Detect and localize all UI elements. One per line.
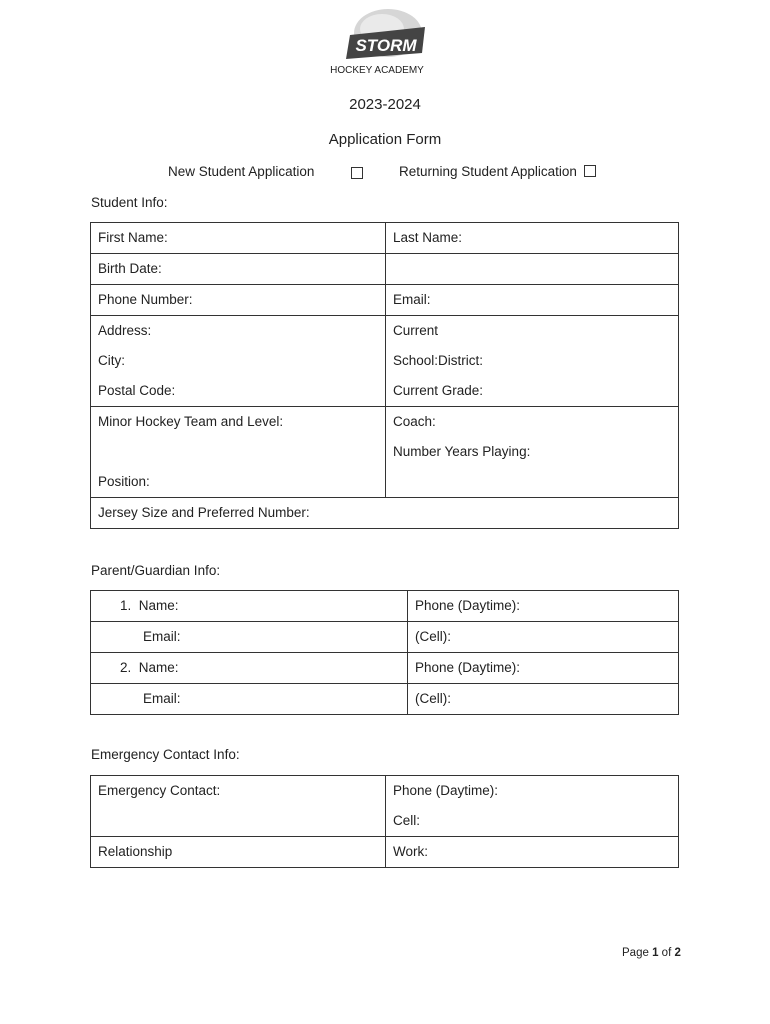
birth-date-blank-cell[interactable] — [386, 254, 679, 285]
last-name-field[interactable]: Last Name: — [386, 223, 679, 254]
storm-logo-icon — [330, 5, 440, 77]
parent-info-table — [90, 590, 679, 715]
new-student-label: New Student Application — [168, 164, 315, 179]
school-year: 2023-2024 — [349, 96, 421, 113]
returning-student-label: Returning Student Application — [399, 164, 577, 179]
years-playing-label: Number Years Playing: — [393, 444, 531, 459]
birth-date-field[interactable]: Birth Date: — [91, 254, 386, 285]
minor-hockey-cell[interactable] — [91, 407, 386, 498]
page-of: of — [661, 947, 672, 959]
parent-info-heading: Parent/Guardian Info: — [91, 563, 221, 578]
relationship-field[interactable]: Relationship — [91, 837, 386, 868]
student-info-table — [90, 222, 679, 529]
guardian1-name-field[interactable] — [91, 591, 408, 622]
address-label: Address: — [98, 323, 152, 338]
current-grade-label: Current Grade: — [393, 383, 484, 398]
guardian2-number: 2. — [120, 660, 132, 675]
guardian2-name-label: Name: — [138, 660, 179, 675]
guardian2-phone-field[interactable]: Phone (Daytime): — [408, 653, 679, 684]
jersey-field[interactable]: Jersey Size and Preferred Number: — [91, 498, 679, 529]
emergency-phone-label: Phone (Daytime): — [393, 783, 499, 798]
emergency-phone-cell[interactable] — [386, 776, 679, 837]
new-student-checkbox[interactable] — [351, 167, 363, 179]
page-total: 2 — [674, 947, 681, 959]
guardian2-email-field[interactable]: Email: — [91, 684, 408, 715]
emergency-info-heading: Emergency Contact Info: — [91, 747, 240, 762]
page-current: 1 — [652, 947, 659, 959]
work-field[interactable]: Work: — [386, 837, 679, 868]
guardian1-name-label: Name: — [138, 598, 179, 613]
current-label: Current — [393, 323, 439, 338]
guardian1-phone-field[interactable]: Phone (Daytime): — [408, 591, 679, 622]
student-info-heading: Student Info: — [91, 195, 168, 210]
school-cell[interactable] — [386, 316, 679, 407]
logo-subtitle: HOCKEY ACADEMY — [330, 65, 424, 76]
postal-code-label: Postal Code: — [98, 383, 176, 398]
page-prefix: Page — [622, 947, 649, 959]
returning-student-checkbox[interactable] — [584, 165, 596, 177]
minor-team-label: Minor Hockey Team and Level: — [98, 414, 284, 429]
phone-number-field[interactable]: Phone Number: — [91, 285, 386, 316]
address-cell[interactable] — [91, 316, 386, 407]
coach-label: Coach: — [393, 414, 436, 429]
academy-logo — [330, 5, 440, 77]
guardian1-email-field[interactable]: Email: — [91, 622, 408, 653]
emergency-contact-field[interactable]: Emergency Contact: — [91, 776, 386, 837]
school-district-label: School:District: — [393, 353, 484, 368]
guardian2-name-field[interactable] — [91, 653, 408, 684]
email-field[interactable]: Email: — [386, 285, 679, 316]
new-student-option — [168, 164, 314, 179]
emergency-info-table — [90, 775, 679, 868]
guardian1-cell-field[interactable]: (Cell): — [408, 622, 679, 653]
position-label: Position: — [98, 474, 150, 489]
guardian2-cell-field[interactable]: (Cell): — [408, 684, 679, 715]
form-title: Application Form — [328, 131, 442, 148]
first-name-field[interactable]: First Name: — [91, 223, 386, 254]
page-number — [622, 947, 681, 959]
logo-text: STORM — [355, 36, 417, 55]
emergency-cell-label: Cell: — [393, 813, 421, 828]
coach-cell[interactable] — [386, 407, 679, 498]
city-label: City: — [98, 353, 125, 368]
guardian1-number: 1. — [120, 598, 132, 613]
returning-student-option — [399, 164, 596, 179]
